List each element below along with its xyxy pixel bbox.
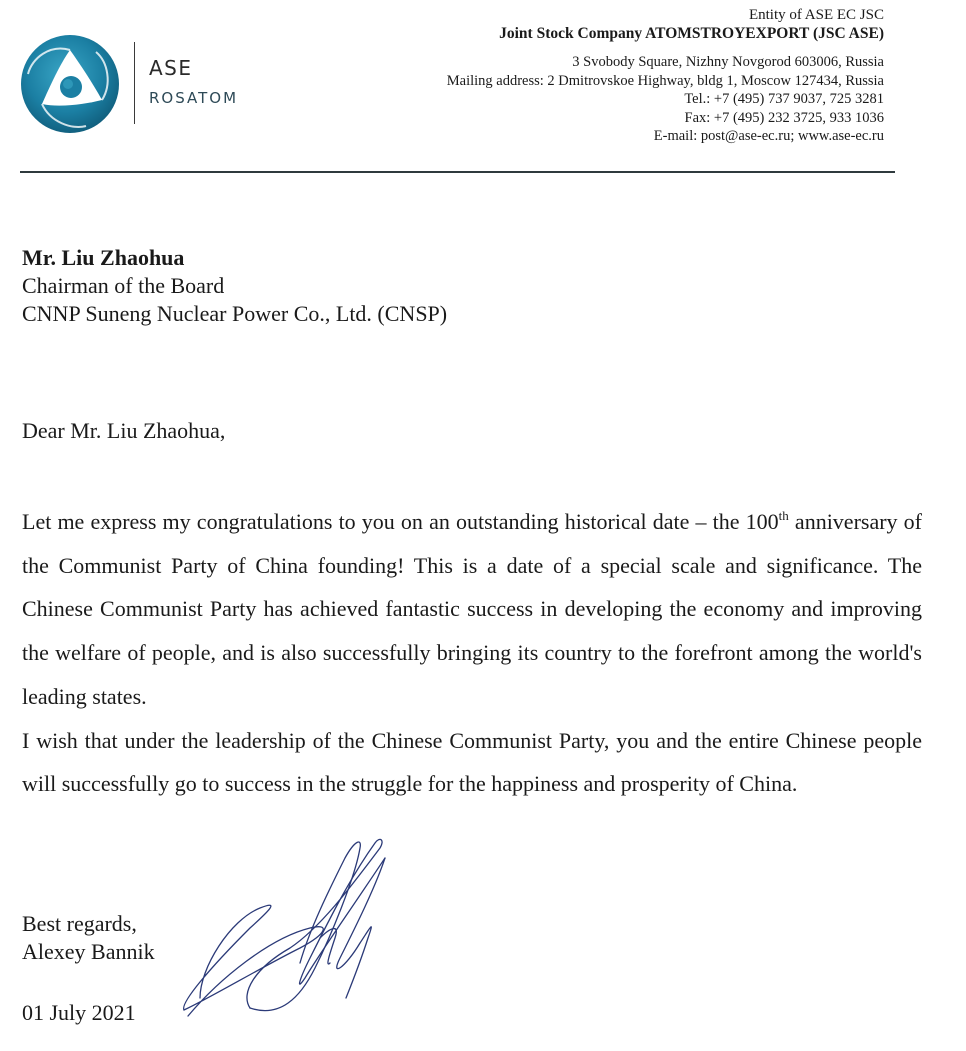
handwritten-signature-icon bbox=[180, 828, 405, 1028]
brand-name: ASE bbox=[149, 56, 193, 80]
ordinal-suffix: th bbox=[778, 508, 789, 523]
recipient-block bbox=[22, 244, 447, 328]
letter-body bbox=[22, 500, 922, 806]
body-paragraph-2: I wish that under the leadership of the Chinese Communist Party, you and the entire Chinese people will successfully go to success in the struggle for the happiness and prosperity of China. bbox=[22, 727, 922, 797]
body-paragraph-1 bbox=[22, 500, 922, 719]
logo-divider bbox=[134, 42, 135, 124]
recipient-title: Chairman of the Board bbox=[22, 273, 225, 298]
letter-date: 01 July 2021 bbox=[22, 1000, 136, 1025]
tel-line: Tel.: +7 (495) 737 9037, 725 3281 bbox=[684, 91, 884, 107]
company-name: Joint Stock Company ATOMSTROYEXPORT (JSC ASE) bbox=[499, 24, 884, 42]
email-line: E-mail: post@ase-ec.ru; www.ase-ec.ru bbox=[653, 128, 884, 144]
address-line: 3 Svobody Square, Nizhny Novgorod 603006, Russia bbox=[572, 54, 884, 70]
closing-regards: Best regards, bbox=[22, 911, 137, 936]
recipient-organization: CNNP Suneng Nuclear Power Co., Ltd. (CNSP) bbox=[22, 301, 448, 326]
recipient-name: Mr. Liu Zhaohua bbox=[22, 245, 185, 270]
body-p1-start: Let me express my congratulations to you on an outstanding historical date – the 100 bbox=[22, 509, 779, 534]
entity-line: Entity of ASE EC JSC bbox=[748, 7, 884, 23]
signer-name: Alexey Bannik bbox=[22, 939, 155, 964]
company-details bbox=[447, 6, 884, 146]
salutation: Dear Mr. Liu Zhaohua, bbox=[22, 418, 226, 443]
brand-subtitle: ROSATOM bbox=[149, 89, 239, 107]
fax-line: Fax: +7 (495) 232 3725, 933 1036 bbox=[684, 109, 884, 126]
closing-block bbox=[22, 910, 155, 966]
body-p1-rest: anniversary of the Communist Party of China founding! This is a date of a special scale and significance. The Chinese Communist Party has achieved fantastic success in developing the economy and improving the welfare of people, and is also successfully bringing its country to the forefront among the world's leading states. bbox=[22, 509, 923, 709]
rosatom-logo-icon bbox=[20, 34, 120, 134]
header-divider bbox=[20, 171, 895, 173]
mailing-address-line: Mailing address: 2 Dmitrovskoe Highway, bldg 1, Moscow 127434, Russia bbox=[446, 72, 884, 89]
